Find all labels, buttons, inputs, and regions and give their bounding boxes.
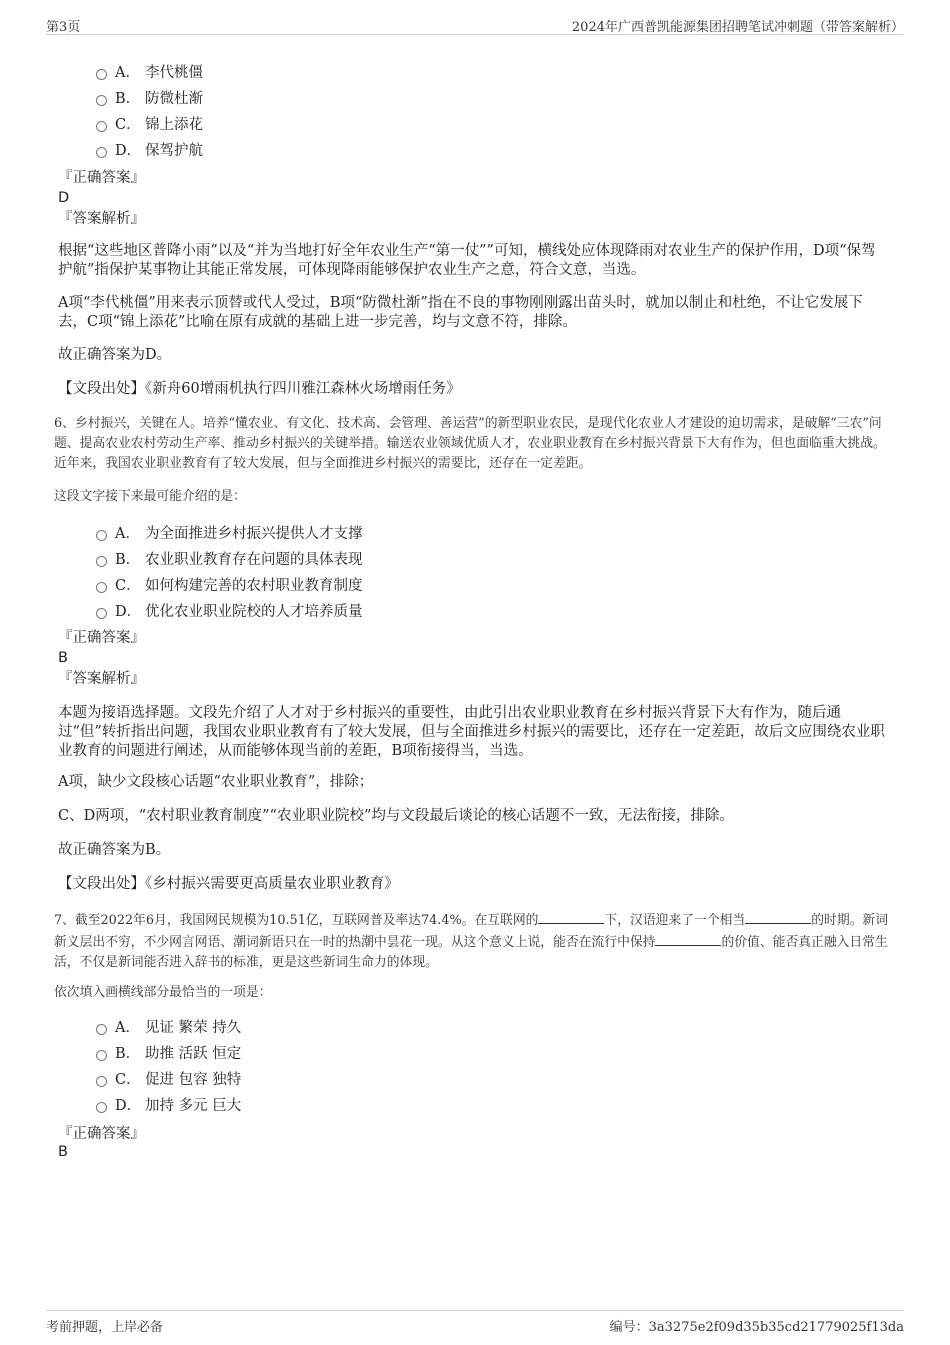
- option-text: 李代桃僵: [145, 65, 203, 81]
- option-letter: C．: [115, 1072, 141, 1088]
- q6-analysis-paragraph: C、D两项，“农村职业教育制度”“农业职业院校”均与文段最后谈论的核心话题不一致，无法衔接，排除。: [58, 808, 734, 824]
- radio-icon[interactable]: [96, 121, 107, 132]
- option-text: 农业职业教育存在问题的具体表现: [145, 552, 363, 568]
- page-number: 第3页: [46, 20, 81, 35]
- option-letter: D．: [115, 604, 142, 620]
- document-code: 编号：3a3275e2f09d35b35cd21779025f13da: [609, 1320, 904, 1335]
- q7-question-text: 7、截至2022年6月，我国网民规模为10.51亿，互联网普及率达74.4%。在互联网的: [54, 913, 539, 928]
- option-letter: B．: [115, 1046, 141, 1062]
- q5-analysis-paragraph: 根据“这些地区普降小雨”以及“并为当地打好全年农业生产“第一仗””可知，横线处应体现降雨对农业生产的保护作用，D项“保驾护航”指保护某事物让其能正常发展，可体现降雨能够保护农业生产之意，符合文意，当选。: [58, 243, 876, 278]
- q7-answer-label: 『正确答案』: [58, 1126, 145, 1142]
- q7-question: [54, 909, 894, 973]
- footer-slogan: 考前押题，上岸必备: [46, 1320, 164, 1335]
- radio-icon[interactable]: [96, 1076, 107, 1087]
- option-letter: C．: [115, 117, 141, 133]
- option-letter: A．: [115, 526, 140, 542]
- fill-blank-3: [655, 931, 721, 946]
- radio-icon[interactable]: [96, 1102, 107, 1113]
- q7-question-text: 的时期。新词新义层出不穷，不少网言网语、潮词新语只在一时的热潮中昙花一现。从这个意义上说，能否在流行中保持: [54, 913, 888, 950]
- q6-source: 【文段出处】《乡村振兴需要更高质量农业职业教育》: [58, 876, 399, 892]
- q7-prompt: 依次填入画横线部分最恰当的一项是：: [54, 985, 272, 1000]
- q6-analysis-conclusion: 故正确答案为B。: [58, 842, 171, 858]
- option-letter: C．: [115, 578, 141, 594]
- radio-icon[interactable]: [96, 1024, 107, 1035]
- option-letter: D．: [115, 143, 142, 159]
- radio-icon[interactable]: [96, 95, 107, 106]
- q5-answer-label: 『正确答案』: [58, 170, 145, 186]
- q5-analysis-label: 『答案解析』: [58, 211, 145, 227]
- q6-answer: B: [58, 650, 68, 666]
- radio-icon[interactable]: [96, 582, 107, 593]
- option-text: 保驾护航: [145, 143, 203, 159]
- option-text: 如何构建完善的农村职业教育制度: [145, 578, 363, 594]
- q6-prompt: 这段文字接下来最可能介绍的是：: [54, 489, 246, 504]
- radio-icon[interactable]: [96, 608, 107, 619]
- q7-answer: B: [58, 1144, 68, 1160]
- option-letter: B．: [115, 91, 141, 107]
- q6-analysis-paragraph: A项，缺少文段核心话题“农业职业教育”，排除；: [58, 774, 374, 790]
- option-text: 优化农业职业院校的人才培养质量: [145, 604, 363, 620]
- radio-icon[interactable]: [96, 69, 107, 80]
- q6-answer-label: 『正确答案』: [58, 630, 145, 646]
- option-text: 锦上添花: [145, 117, 203, 133]
- page-footer: [46, 1310, 904, 1335]
- page-header: [46, 14, 904, 35]
- fill-blank-2: [745, 909, 811, 924]
- option-text: 防微杜渐: [145, 91, 203, 107]
- option-text: 为全面推进乡村振兴提供人才支撑: [145, 526, 363, 542]
- q7-question-text: 的价值、能否真正融入日常生活，不仅是新词能否进入辞书的标准，更是这些新词生命力的体现。: [54, 935, 888, 970]
- option-letter: A．: [115, 1020, 140, 1036]
- q6-analysis-paragraph: 本题为接语选择题。文段先介绍了人才对于乡村振兴的重要性，由此引出农业职业教育在乡村振兴背景下大有作为，随后通过“但”转折指出问题，我国农业职业教育有了较大发展，但与全面推进乡村振兴的需要比，还存在一定差距，故后文应围绕农业职业教育的问题进行阐述，从而能够体现当前的差距，B项衔接得当，当选。: [58, 705, 885, 759]
- option-text: 见证 繁荣 持久: [145, 1020, 242, 1036]
- option-letter: A．: [115, 65, 140, 81]
- q6-question: 6、乡村振兴，关键在人。培养“懂农业、有文化、技术高、会管理、善运营”的新型职业农民，是现代化农业人才建设的迫切需求，是破解“三农”问题、提高农业农村劳动生产率、推动乡村振兴的关键举措。输送农业领域优质人才，农业职业教育在乡村振兴背景下大有作为，但也面临重大挑战。近年来，我国农业职业教育有了较大发展，但与全面推进乡村振兴的需要比，还存在一定差距。: [54, 416, 886, 471]
- radio-icon[interactable]: [96, 530, 107, 541]
- fill-blank-1: [538, 909, 604, 924]
- option-letter: D．: [115, 1098, 142, 1114]
- radio-icon[interactable]: [96, 556, 107, 567]
- q5-analysis-paragraph: A项“李代桃僵”用来表示顶替或代人受过，B项“防微杜渐”指在不良的事物刚刚露出苗头时，就加以制止和杜绝，不让它发展下去，C项“锦上添花”比喻在原有成就的基础上进一步完善，均与文意不符，排除。: [58, 295, 863, 330]
- option-text: 促进 包容 独特: [145, 1072, 242, 1088]
- q5-source: 【文段出处】《新舟60增雨机执行四川雅江森林火场增雨任务》: [58, 381, 461, 397]
- radio-icon[interactable]: [96, 1050, 107, 1061]
- q5-answer: D: [58, 190, 70, 206]
- q6-analysis-label: 『答案解析』: [58, 671, 145, 687]
- q5-analysis-conclusion: 故正确答案为D。: [58, 347, 172, 363]
- option-text: 加持 多元 巨大: [145, 1098, 242, 1114]
- q7-question-text: 下，汉语迎来了一个相当: [604, 913, 746, 928]
- option-text: 助推 活跃 恒定: [145, 1046, 242, 1062]
- document-title: 2024年广西普凯能源集团招聘笔试冲刺题（带答案解析）: [571, 20, 904, 35]
- option-letter: B．: [115, 552, 141, 568]
- radio-icon[interactable]: [96, 147, 107, 158]
